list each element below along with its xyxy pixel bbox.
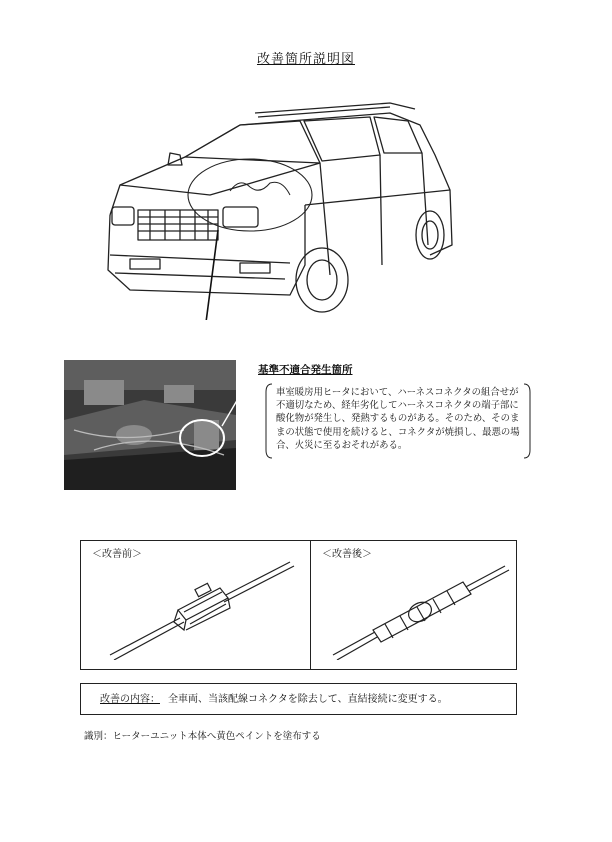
after-label: ＜改善後＞ — [322, 549, 372, 560]
improvement-content-text: 全車両、当該配線コネクタを除去して、直結接続に変更する。 — [168, 694, 448, 705]
comparison-divider — [310, 540, 311, 670]
identification-note: 識別：ヒーターユニット本体へ黄色ペイントを塗布する — [84, 731, 321, 742]
improvement-content-label: 改善の内容： — [100, 694, 160, 705]
issue-location-label: 基準不適合発生箇所 — [258, 364, 353, 376]
before-label: ＜改善前＞ — [92, 549, 142, 560]
harness-connector-illustration — [100, 560, 300, 660]
page-title: 改善箇所説明図 — [256, 52, 355, 67]
improvement-content — [100, 690, 448, 705]
issue-description: 車室暖房用ヒータにおいて、ハーネスコネクタの組合せが不適切なため、経年劣化してハーネスコネクタの端子部に酸化物が発生し、発熱するものがある。そのため、そのままの状態で使用を続けると、コネクタが焼損し、最悪の場合、火災に至るおそれがある。 — [276, 387, 520, 451]
engine-bay-photo — [64, 360, 236, 490]
direct-splice-illustration — [325, 560, 510, 660]
suv-illustration — [90, 95, 465, 320]
